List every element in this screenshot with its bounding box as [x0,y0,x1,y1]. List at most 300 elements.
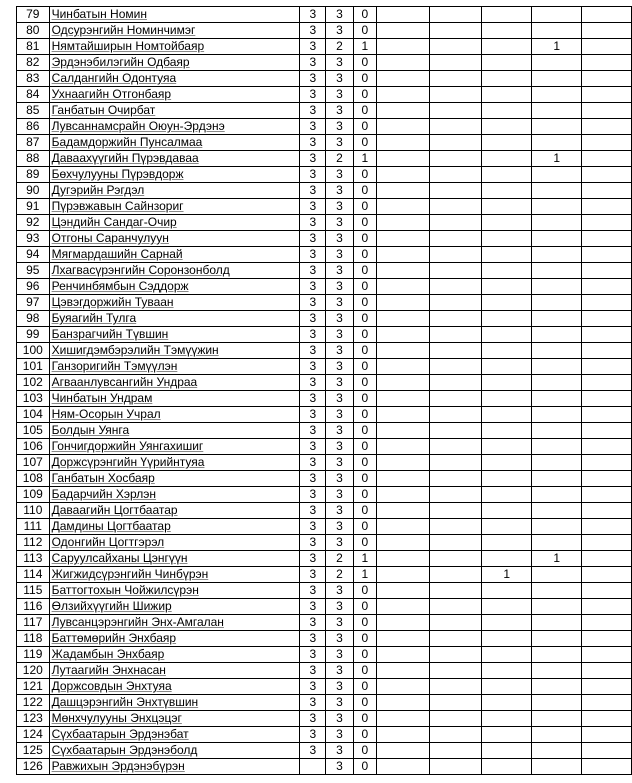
score-cell-c: 0 [353,375,376,391]
score-cell-c: 0 [353,55,376,71]
score-cell-e [429,407,482,423]
score-cell-a: 3 [300,455,326,471]
score-cell-d [377,455,430,471]
score-cell-f [482,647,532,663]
table-row [17,151,632,167]
score-cell-c: 0 [353,247,376,263]
table-row [17,247,632,263]
score-cell-c: 0 [353,503,376,519]
score-cell-h [582,55,632,71]
student-name-cell: Буяагийн Тулга [49,311,300,327]
score-cell-a: 3 [300,439,326,455]
score-cell-c: 0 [353,727,376,743]
row-number-cell: 80 [17,23,50,39]
score-cell-d [377,167,430,183]
score-cell-b: 3 [326,583,353,599]
score-cell-e [429,503,482,519]
score-cell-c: 0 [353,663,376,679]
score-cell-d [377,679,430,695]
student-name-cell: Бадамдоржийн Пунсалмаа [49,135,300,151]
score-cell-g [532,631,582,647]
score-cell-g [532,455,582,471]
score-cell-d [377,183,430,199]
score-cell-e [429,743,482,759]
row-number-cell: 95 [17,263,50,279]
score-cell-h [582,695,632,711]
table-row [17,359,632,375]
table-row [17,55,632,71]
student-name-cell: Цэндийн Сандаг-Очир [49,215,300,231]
score-cell-d [377,39,430,55]
score-cell-e [429,727,482,743]
table-row [17,375,632,391]
score-cell-d [377,263,430,279]
table-row [17,455,632,471]
table-row [17,23,632,39]
score-cell-f [482,215,532,231]
score-cell-d [377,375,430,391]
score-cell-h [582,503,632,519]
score-cell-b: 3 [326,391,353,407]
table-row [17,7,632,23]
score-cell-h [582,535,632,551]
score-cell-h [582,359,632,375]
score-cell-c: 0 [353,327,376,343]
table-row [17,215,632,231]
score-cell-h [582,279,632,295]
score-cell-b: 2 [326,551,353,567]
table-row [17,231,632,247]
score-cell-e [429,567,482,583]
student-name-cell: Чинбатын Номин [49,7,300,23]
score-cell-e [429,487,482,503]
score-cell-a: 3 [300,519,326,535]
score-cell-g [532,391,582,407]
student-name-cell: Лувсанцэрэнгийн Энх-Амгалан [49,615,300,631]
score-cell-f [482,583,532,599]
score-cell-h [582,455,632,471]
score-cell-b: 3 [326,663,353,679]
score-cell-b: 3 [326,119,353,135]
score-cell-b: 3 [326,199,353,215]
score-cell-f [482,327,532,343]
score-cell-c: 1 [353,151,376,167]
score-cell-e [429,103,482,119]
score-cell-d [377,71,430,87]
row-number-cell: 91 [17,199,50,215]
score-cell-a: 3 [300,295,326,311]
score-cell-g [532,375,582,391]
score-cell-h [582,311,632,327]
score-cell-b: 3 [326,423,353,439]
score-cell-e [429,167,482,183]
score-cell-a: 3 [300,23,326,39]
score-cell-a: 3 [300,567,326,583]
score-cell-c: 0 [353,359,376,375]
row-number-cell: 87 [17,135,50,151]
score-cell-d [377,151,430,167]
score-cell-d [377,231,430,247]
score-cell-h [582,39,632,55]
score-cell-b: 3 [326,711,353,727]
score-cell-f [482,759,532,775]
score-cell-a: 3 [300,87,326,103]
score-cell-a: 3 [300,487,326,503]
score-cell-a: 3 [300,359,326,375]
row-number-cell: 113 [17,551,50,567]
score-cell-d [377,423,430,439]
score-cell-f [482,423,532,439]
table-row [17,583,632,599]
score-cell-b: 3 [326,487,353,503]
table-row [17,535,632,551]
score-cell-g [532,743,582,759]
table-row [17,663,632,679]
student-name-cell: Бөхчулууны Пүрэвдорж [49,167,300,183]
score-cell-b: 3 [326,279,353,295]
score-cell-c: 0 [353,87,376,103]
student-name-cell: Салдангийн Одонтуяа [49,71,300,87]
score-cell-f [482,55,532,71]
row-number-cell: 94 [17,247,50,263]
row-number-cell: 114 [17,567,50,583]
score-cell-a: 3 [300,535,326,551]
score-cell-d [377,23,430,39]
student-name-cell: Доржсовдын Энхтуяа [49,679,300,695]
score-cell-c: 0 [353,103,376,119]
score-cell-f [482,231,532,247]
score-cell-f [482,263,532,279]
score-cell-e [429,455,482,471]
score-cell-d [377,439,430,455]
student-name-cell: Банзрагчийн Түвшин [49,327,300,343]
score-cell-a: 3 [300,615,326,631]
score-cell-b: 3 [326,759,353,775]
score-cell-c: 0 [353,279,376,295]
score-cell-a: 3 [300,55,326,71]
score-cell-h [582,23,632,39]
score-cell-c: 0 [353,711,376,727]
score-cell-g [532,407,582,423]
student-name-cell: Сүхбаатарын Эрдэнэбат [49,727,300,743]
score-cell-c: 0 [353,167,376,183]
score-cell-c: 0 [353,647,376,663]
score-cell-e [429,583,482,599]
score-cell-a: 3 [300,183,326,199]
row-number-cell: 98 [17,311,50,327]
table-row [17,743,632,759]
row-number-cell: 125 [17,743,50,759]
score-cell-a: 3 [300,711,326,727]
score-cell-h [582,711,632,727]
score-cell-g [532,439,582,455]
score-cell-c: 0 [353,471,376,487]
student-name-cell: Жигжидсүрэнгийн Чинбүрэн [49,567,300,583]
score-cell-b: 3 [326,135,353,151]
row-number-cell: 86 [17,119,50,135]
score-cell-b: 3 [326,167,353,183]
student-name-cell: Эрдэнэбилэгийн Одбаяр [49,55,300,71]
score-cell-b: 3 [326,263,353,279]
score-cell-g [532,215,582,231]
score-cell-g [532,247,582,263]
score-cell-c: 0 [353,487,376,503]
score-cell-g [532,295,582,311]
score-cell-c: 0 [353,759,376,775]
row-number-cell: 122 [17,695,50,711]
score-cell-f [482,743,532,759]
student-name-cell: Лхагвасүрэнгийн Соронзонболд [49,263,300,279]
score-cell-f [482,199,532,215]
score-cell-e [429,263,482,279]
score-cell-c: 0 [353,199,376,215]
row-number-cell: 119 [17,647,50,663]
score-cell-h [582,487,632,503]
row-number-cell: 83 [17,71,50,87]
score-cell-e [429,759,482,775]
student-name-cell: Жадамбын Энхбаяр [49,647,300,663]
score-cell-b: 3 [326,23,353,39]
score-cell-g [532,263,582,279]
score-cell-g [532,71,582,87]
score-cell-b: 2 [326,567,353,583]
score-cell-b: 3 [326,679,353,695]
score-cell-g [532,359,582,375]
score-cell-d [377,103,430,119]
student-name-cell: Цэвэгдоржийн Туваан [49,295,300,311]
score-cell-b: 3 [326,183,353,199]
score-cell-e [429,471,482,487]
table-row [17,471,632,487]
row-number-cell: 92 [17,215,50,231]
score-cell-b: 3 [326,343,353,359]
row-number-cell: 79 [17,7,50,23]
score-cell-f [482,87,532,103]
score-cell-h [582,423,632,439]
score-cell-a [300,759,326,775]
score-cell-g [532,23,582,39]
score-cell-f [482,599,532,615]
table-body [17,7,632,775]
score-cell-d [377,55,430,71]
row-number-cell: 112 [17,535,50,551]
table-row [17,647,632,663]
score-cell-f [482,39,532,55]
score-cell-d [377,583,430,599]
score-cell-g: 1 [532,551,582,567]
score-cell-b: 3 [326,695,353,711]
table-row [17,567,632,583]
score-cell-f [482,519,532,535]
table-row [17,615,632,631]
score-cell-h [582,103,632,119]
score-cell-e [429,295,482,311]
score-cell-c: 0 [353,231,376,247]
score-cell-h [582,295,632,311]
score-cell-g: 1 [532,39,582,55]
score-cell-b: 3 [326,87,353,103]
row-number-cell: 118 [17,631,50,647]
score-cell-f [482,391,532,407]
score-cell-d [377,119,430,135]
score-cell-f [482,679,532,695]
score-cell-g: 1 [532,151,582,167]
score-cell-e [429,247,482,263]
score-cell-a: 3 [300,695,326,711]
student-name-cell: Сүхбаатарын Эрдэнэболд [49,743,300,759]
score-cell-d [377,343,430,359]
score-cell-b: 3 [326,247,353,263]
score-cell-d [377,471,430,487]
score-cell-g [532,167,582,183]
student-name-cell: Ганзоригийн Тэмүүлэн [49,359,300,375]
score-cell-e [429,551,482,567]
table-row [17,551,632,567]
score-cell-b: 3 [326,503,353,519]
score-cell-d [377,407,430,423]
score-cell-c: 0 [353,407,376,423]
score-cell-g [532,7,582,23]
score-cell-a: 3 [300,103,326,119]
score-cell-a: 3 [300,135,326,151]
score-cell-d [377,647,430,663]
score-cell-e [429,423,482,439]
student-name-cell: Баттогтохын Чойжилсүрэн [49,583,300,599]
score-cell-f [482,455,532,471]
table-row [17,727,632,743]
score-cell-c: 0 [353,695,376,711]
table-row [17,631,632,647]
row-number-cell: 102 [17,375,50,391]
score-cell-e [429,375,482,391]
score-cell-g [532,231,582,247]
score-cell-h [582,71,632,87]
score-cell-f [482,151,532,167]
score-cell-d [377,327,430,343]
score-cell-a: 3 [300,679,326,695]
score-cell-a: 3 [300,423,326,439]
score-cell-g [532,519,582,535]
score-cell-a: 3 [300,199,326,215]
score-cell-a: 3 [300,231,326,247]
score-cell-e [429,647,482,663]
score-cell-g [532,487,582,503]
score-cell-g [532,55,582,71]
score-cell-a: 3 [300,503,326,519]
score-cell-e [429,215,482,231]
score-cell-d [377,519,430,535]
score-cell-b: 3 [326,455,353,471]
row-number-cell: 117 [17,615,50,631]
student-name-cell: Даваахүүгийн Пүрэвдаваа [49,151,300,167]
score-cell-e [429,183,482,199]
score-cell-b: 2 [326,151,353,167]
score-cell-a: 3 [300,151,326,167]
score-cell-c: 0 [353,599,376,615]
score-cell-e [429,343,482,359]
score-cell-e [429,71,482,87]
score-cell-c: 0 [353,439,376,455]
table-row [17,343,632,359]
row-number-cell: 85 [17,103,50,119]
score-cell-g [532,583,582,599]
table-row [17,311,632,327]
score-cell-g [532,87,582,103]
score-cell-g [532,279,582,295]
score-cell-g [532,663,582,679]
score-cell-b: 3 [326,631,353,647]
row-number-cell: 81 [17,39,50,55]
score-cell-b: 3 [326,535,353,551]
table-row [17,695,632,711]
score-cell-c: 1 [353,39,376,55]
score-cell-f [482,727,532,743]
score-cell-a: 3 [300,215,326,231]
score-cell-f [482,119,532,135]
student-name-cell: Одсурэнгийн Номинчимэг [49,23,300,39]
score-cell-a: 3 [300,471,326,487]
score-cell-b: 3 [326,471,353,487]
score-cell-f [482,279,532,295]
student-name-cell: Нямтайширын Номтойбаяр [49,39,300,55]
score-cell-f [482,167,532,183]
score-cell-h [582,215,632,231]
row-number-cell: 107 [17,455,50,471]
score-cell-c: 0 [353,263,376,279]
score-cell-d [377,247,430,263]
score-cell-b: 3 [326,359,353,375]
score-cell-c: 0 [353,679,376,695]
score-cell-f [482,103,532,119]
row-number-cell: 103 [17,391,50,407]
score-cell-f [482,631,532,647]
score-cell-f [482,247,532,263]
table-row [17,679,632,695]
table-row [17,295,632,311]
score-cell-e [429,23,482,39]
student-name-cell: Хишигдэмбэрэлийн Тэмүүжин [49,343,300,359]
score-cell-d [377,311,430,327]
row-number-cell: 90 [17,183,50,199]
score-cell-g [532,647,582,663]
student-name-cell: Баттөмөрийн Энхбаяр [49,631,300,647]
student-name-cell: Равжихын Эрдэнэбүрэн [49,759,300,775]
score-cell-h [582,247,632,263]
score-cell-g [532,135,582,151]
score-cell-d [377,215,430,231]
score-cell-g [532,119,582,135]
score-cell-g [532,711,582,727]
score-cell-g [532,183,582,199]
score-cell-d [377,711,430,727]
score-cell-c: 0 [353,71,376,87]
score-cell-e [429,151,482,167]
score-cell-a: 3 [300,7,326,23]
score-cell-g [532,615,582,631]
row-number-cell: 106 [17,439,50,455]
score-cell-f: 1 [482,567,532,583]
score-cell-b: 3 [326,231,353,247]
row-number-cell: 84 [17,87,50,103]
score-cell-c: 0 [353,311,376,327]
student-name-cell: Дамдины Цогтбаатар [49,519,300,535]
score-cell-h [582,679,632,695]
score-cell-f [482,295,532,311]
score-cell-e [429,135,482,151]
row-number-cell: 120 [17,663,50,679]
student-name-cell: Доржсүрэнгийн Үүрийнтуяа [49,455,300,471]
student-name-cell: Мягмардашийн Сарнай [49,247,300,263]
